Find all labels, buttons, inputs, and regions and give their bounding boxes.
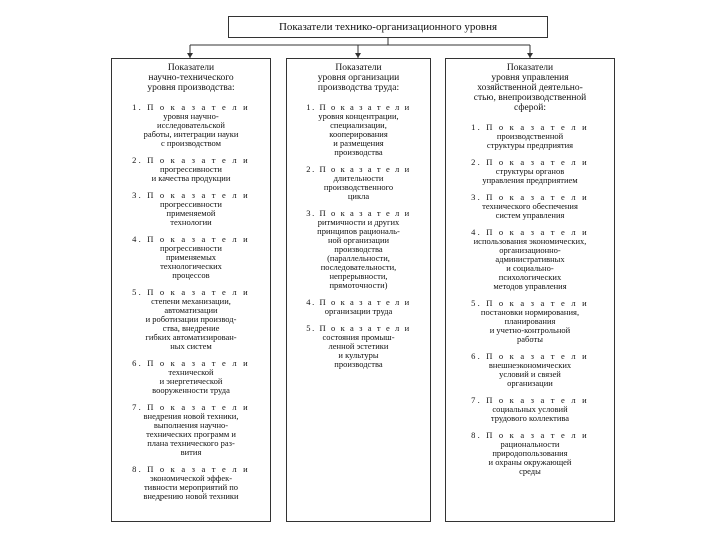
indicator-label: 2. П о к а з а т е л и bbox=[132, 155, 250, 165]
indicator-label: 5. П о к а з а т е л и bbox=[471, 298, 589, 308]
indicator-text-line: принципов рациональ- bbox=[317, 226, 400, 236]
indicator-text-line: внедрения новой техники, bbox=[143, 411, 239, 421]
indicator-text-line: методов управления bbox=[493, 281, 567, 291]
indicator-item bbox=[291, 298, 426, 316]
indicator-label: 8. П о к а з а т е л и bbox=[471, 430, 589, 440]
indicator-item bbox=[450, 123, 610, 150]
indicator-item bbox=[116, 191, 266, 227]
indicator-item bbox=[116, 235, 266, 280]
indicator-text-line: технического обеспечения bbox=[482, 201, 578, 211]
indicator-text-line: и социально- bbox=[506, 263, 554, 273]
column-production-organization bbox=[286, 58, 431, 522]
indicator-text-line: организации bbox=[507, 378, 553, 388]
indicator-label: 1. П о к а з а т е л и bbox=[306, 102, 411, 112]
indicator-item bbox=[450, 228, 610, 291]
indicator-item bbox=[291, 103, 426, 157]
indicator-label: 3. П о к а з а т е л и bbox=[471, 192, 589, 202]
column-heading bbox=[116, 61, 266, 93]
indicator-text-line: технологических bbox=[160, 261, 222, 271]
indicator-label: 3. П о к а з а т е л и bbox=[306, 208, 411, 218]
indicator-text-line: прогрессивности bbox=[160, 199, 222, 209]
indicator-text-line: природопользования bbox=[492, 448, 568, 458]
column-management-level bbox=[445, 58, 615, 522]
indicator-text-line: прогрессивности bbox=[160, 164, 222, 174]
column-heading-line: Показатели bbox=[167, 63, 215, 73]
indicator-text-line: психологических bbox=[498, 272, 562, 282]
indicator-text-line: и энергетической bbox=[159, 376, 223, 386]
indicator-item bbox=[116, 465, 266, 501]
indicator-label: 6. П о к а з а т е л и bbox=[132, 358, 250, 368]
indicator-text-line: состояния промыш- bbox=[322, 332, 395, 342]
indicator-text-line: и роботизации производ- bbox=[145, 314, 237, 324]
indicator-item bbox=[116, 288, 266, 351]
indicator-text-line: производства bbox=[334, 359, 383, 369]
indicator-text-line: планирования bbox=[504, 316, 556, 326]
indicator-text-line: работы, интеграции науки bbox=[143, 129, 239, 139]
indicator-text-line: ленной эстетики bbox=[328, 341, 389, 351]
indicator-text-line: длительности bbox=[333, 173, 384, 183]
indicator-label: 7. П о к а з а т е л и bbox=[132, 402, 250, 412]
indicator-text-line: технических программ и bbox=[146, 429, 236, 439]
indicator-text-line: специализации, bbox=[330, 120, 387, 130]
indicator-label: 3. П о к а з а т е л и bbox=[132, 190, 250, 200]
indicator-item bbox=[450, 158, 610, 185]
indicator-item bbox=[450, 299, 610, 344]
diagram-title: Показатели технико-организационного уровня bbox=[228, 16, 548, 38]
indicator-text-line: исследовательской bbox=[157, 120, 225, 130]
indicator-text-line: и охраны окружающей bbox=[488, 457, 572, 467]
indicator-text-line: производства bbox=[334, 147, 383, 157]
indicator-label: 2. П о к а з а т е л и bbox=[306, 164, 411, 174]
indicator-text-line: ритмичности и других bbox=[317, 217, 400, 227]
indicator-label: 4. П о к а з а т е л и bbox=[132, 234, 250, 244]
indicator-text-line: работы bbox=[517, 334, 543, 344]
indicator-text-line: тивности мероприятий по bbox=[143, 482, 239, 492]
indicator-text-line: и учетно-контрольной bbox=[489, 325, 571, 335]
indicator-text-line: социальных условий bbox=[492, 404, 568, 414]
indicator-text-line: ства, внедрение bbox=[162, 323, 220, 333]
indicator-text-line: процессов bbox=[172, 270, 210, 280]
indicator-text-line: систем управления bbox=[495, 210, 565, 220]
indicator-label: 8. П о к а з а т е л и bbox=[132, 464, 250, 474]
indicator-text-line: управления предприятием bbox=[482, 175, 578, 185]
indicator-item bbox=[450, 396, 610, 423]
indicator-item bbox=[291, 324, 426, 369]
indicator-item bbox=[116, 156, 266, 183]
indicator-text-line: с производством bbox=[160, 138, 222, 148]
indicator-text-line: условий и связей bbox=[499, 369, 561, 379]
indicator-text-line: трудового коллектива bbox=[490, 413, 570, 423]
indicator-text-line: (параллельности, bbox=[327, 253, 390, 263]
indicator-item bbox=[450, 352, 610, 388]
indicator-text-line: экономической эффек- bbox=[149, 473, 233, 483]
column-heading-line: производства труда: bbox=[317, 83, 400, 93]
indicator-text-line: технической bbox=[168, 367, 214, 377]
indicator-text-line: использования экономических, bbox=[473, 236, 587, 246]
indicator-label: 5. П о к а з а т е л и bbox=[306, 323, 411, 333]
column-heading-line: Показатели bbox=[335, 63, 382, 73]
indicator-text-line: прямоточности) bbox=[329, 280, 388, 290]
column-heading-line: уровня организации bbox=[317, 73, 400, 83]
indicator-item bbox=[116, 403, 266, 457]
indicator-text-line: автоматизации bbox=[164, 305, 218, 315]
indicator-text-line: гибких автоматизирован- bbox=[145, 332, 237, 342]
indicator-text-line: рациональности bbox=[500, 439, 560, 449]
indicator-text-line: постановки нормирования, bbox=[480, 307, 580, 317]
indicator-text-line: вития bbox=[180, 447, 202, 457]
indicator-text-line: внешнеэкономических bbox=[488, 360, 572, 370]
indicator-text-line: вооруженности труда bbox=[152, 385, 230, 395]
indicator-item bbox=[450, 193, 610, 220]
indicator-text-line: производственного bbox=[323, 182, 394, 192]
indicator-label: 4. П о к а з а т е л и bbox=[471, 227, 589, 237]
indicator-item bbox=[450, 431, 610, 476]
column-heading-line: сферой: bbox=[514, 103, 546, 113]
indicator-text-line: и размещения bbox=[333, 138, 384, 148]
indicator-item bbox=[116, 359, 266, 395]
indicator-text-line: среды bbox=[519, 466, 541, 476]
indicator-text-line: организации труда bbox=[324, 306, 393, 316]
column-heading-line: Показатели bbox=[506, 63, 554, 73]
column-heading-line: стью, внепроизводственной bbox=[473, 93, 587, 103]
column-heading-line: хозяйственной деятельно- bbox=[477, 83, 583, 93]
indicator-text-line: ных систем bbox=[170, 341, 212, 351]
indicator-text-line: последовательности, bbox=[320, 262, 397, 272]
indicator-text-line: непрерывности, bbox=[329, 271, 388, 281]
indicator-label: 4. П о к а з а т е л и bbox=[306, 297, 411, 307]
indicator-label: 6. П о к а з а т е л и bbox=[471, 351, 589, 361]
indicator-label: 5. П о к а з а т е л и bbox=[132, 287, 250, 297]
indicator-text-line: ной организации bbox=[327, 235, 390, 245]
indicator-text-line: применяемой bbox=[166, 208, 216, 218]
column-heading-line: уровня управления bbox=[491, 73, 569, 83]
indicator-text-line: прогрессивности bbox=[160, 243, 222, 253]
indicator-text-line: внедрению новой техники bbox=[143, 491, 239, 501]
indicator-text-line: технологии bbox=[170, 217, 212, 227]
indicator-label: 7. П о к а з а т е л и bbox=[471, 395, 589, 405]
indicator-text-line: цикла bbox=[347, 191, 370, 201]
indicator-text-line: выполнения научно- bbox=[153, 420, 229, 430]
indicator-text-line: применяемых bbox=[165, 252, 217, 262]
column-heading-line: уровня производства: bbox=[147, 83, 235, 93]
indicator-item bbox=[291, 165, 426, 201]
indicator-text-line: структуры предприятия bbox=[486, 140, 574, 150]
indicator-text-line: и культуры bbox=[338, 350, 379, 360]
indicator-text-line: структуры органов bbox=[495, 166, 565, 176]
indicator-text-line: организационно- bbox=[499, 245, 561, 255]
indicator-label: 1. П о к а з а т е л и bbox=[132, 102, 250, 112]
indicator-text-line: кооперирования bbox=[329, 129, 388, 139]
indicator-text-line: производственной bbox=[496, 131, 564, 141]
indicator-text-line: степени механизации, bbox=[151, 296, 231, 306]
column-heading bbox=[450, 61, 610, 113]
indicator-text-line: административных bbox=[495, 254, 565, 264]
indicator-text-line: плана технического раз- bbox=[147, 438, 235, 448]
indicator-text-line: уровня концентрации, bbox=[318, 111, 399, 121]
indicator-item bbox=[291, 209, 426, 290]
indicator-label: 2. П о к а з а т е л и bbox=[471, 157, 589, 167]
indicator-text-line: уровня научно- bbox=[163, 111, 219, 121]
indicator-text-line: и качества продукции bbox=[151, 173, 231, 183]
indicator-item bbox=[116, 103, 266, 148]
indicator-label: 1. П о к а з а т е л и bbox=[471, 122, 589, 132]
indicator-text-line: производства bbox=[334, 244, 383, 254]
column-heading bbox=[291, 61, 426, 93]
column-scientific-technical bbox=[111, 58, 271, 522]
column-heading-line: научно-технического bbox=[148, 73, 234, 83]
